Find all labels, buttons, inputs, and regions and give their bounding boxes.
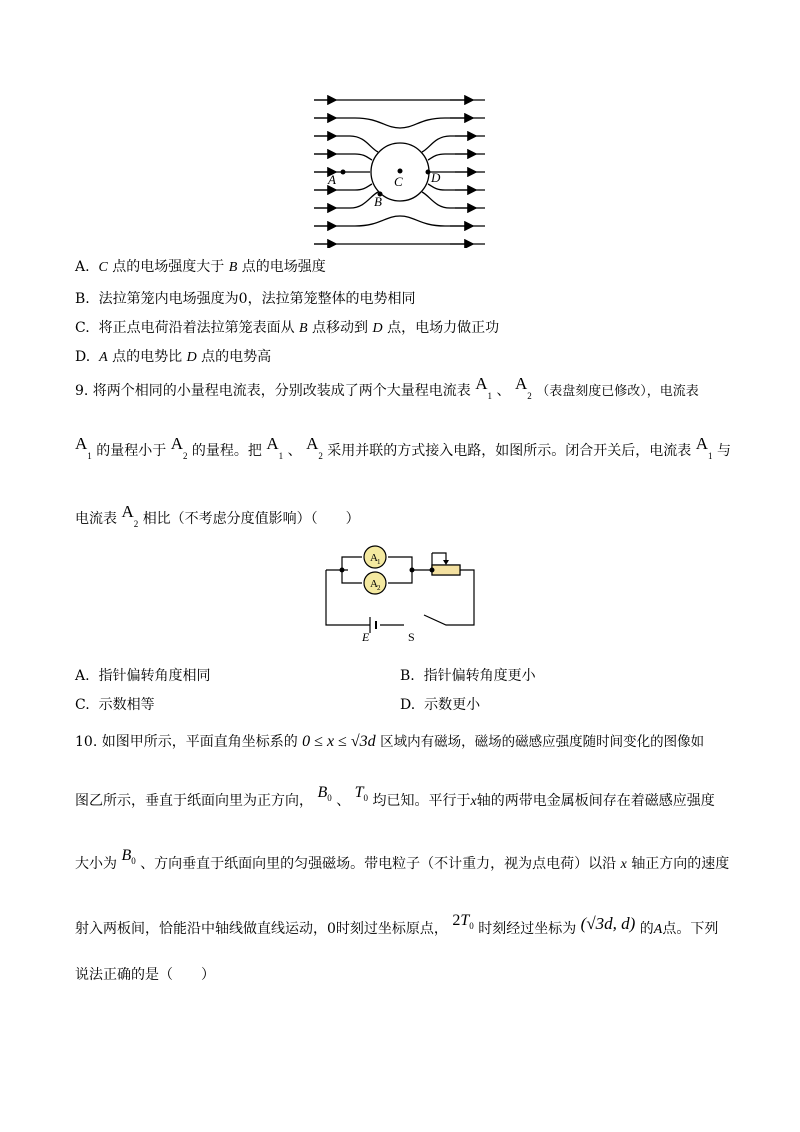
switch-label: S [408, 630, 415, 644]
q10-line-5: 说法正确的是（ ） [75, 967, 215, 983]
svg-text:2: 2 [377, 584, 381, 592]
q9-line-1: 9. 将两个相同的小量程电流表，分别改装成了两个大量程电流表 $A_1$ 、 $A_2$ （表盘刻度已修改），电流表 [75, 374, 699, 401]
q9-option-a: A. 指针偏转角度相同 [75, 668, 211, 684]
q8-option-d: D. A 点的电势比 D 点的电势高 [75, 349, 272, 365]
q10-line-1: 10. 如图甲所示，平面直角坐标系的 0 ≤ x ≤ √3d 区域内有磁场，磁场的磁感应强度随时间变化的图像如 [75, 733, 705, 750]
circuit-figure [320, 545, 480, 645]
ammeter-1-label: A [370, 552, 378, 564]
q10-line-3: 大小为 $B_0$ 、方向垂直于纸面向里的匀强磁场。带电粒子（不计重力，视为点电荷）以沿 x 轴正方向的速度 [75, 847, 730, 872]
battery-label: E [362, 630, 370, 644]
q8-option-c: C. 将正点电荷沿着法拉第笼表面从 B 点移动到 D 点，电场力做正功 [75, 320, 500, 336]
label-c: C [394, 174, 403, 189]
ammeter-2-label: A [370, 578, 378, 590]
q8-option-a: A. C 点的电场强度大于 B 点的电场强度 [75, 259, 326, 275]
q9-line-3: 电流表 $A_2$ 相比（不考虑分度值影响）（ ） [75, 502, 360, 529]
q9-line-2: $A_1$ 的量程小于 $A_2$ 的量程。把 $A_1$ 、 $A_2$ 采用并联的方式接入电路，如图所示。闭合开关后，电流表 $A_1$ 与 [75, 434, 731, 461]
q10-line-4: 射入两板间，恰能沿中轴线做直线运动，0时刻过坐标原点， $2T_0$ 时刻经过坐标为 (√3d, d) 的A点。下列 [75, 912, 719, 937]
label-d: D [431, 170, 441, 185]
label-a: A [328, 172, 336, 187]
label-b: B [374, 194, 382, 209]
q9-option-c: C. 示数相等 [75, 697, 155, 713]
q9-option-d: D. 示数更小 [400, 697, 481, 713]
svg-text:1: 1 [377, 558, 381, 566]
q10-line-2: 图乙所示，垂直于纸面向里为正方向， $B_0$ 、 $T_0$ 均已知。平行于x轴的两带电金属板间存在着磁感应强度 [75, 784, 715, 809]
q9-option-b: B. 指针偏转角度更小 [400, 668, 536, 684]
faraday-cage-figure [300, 88, 500, 248]
q8-option-b: B. 法拉第笼内电场强度为0，法拉第笼整体的电势相同 [75, 291, 416, 307]
